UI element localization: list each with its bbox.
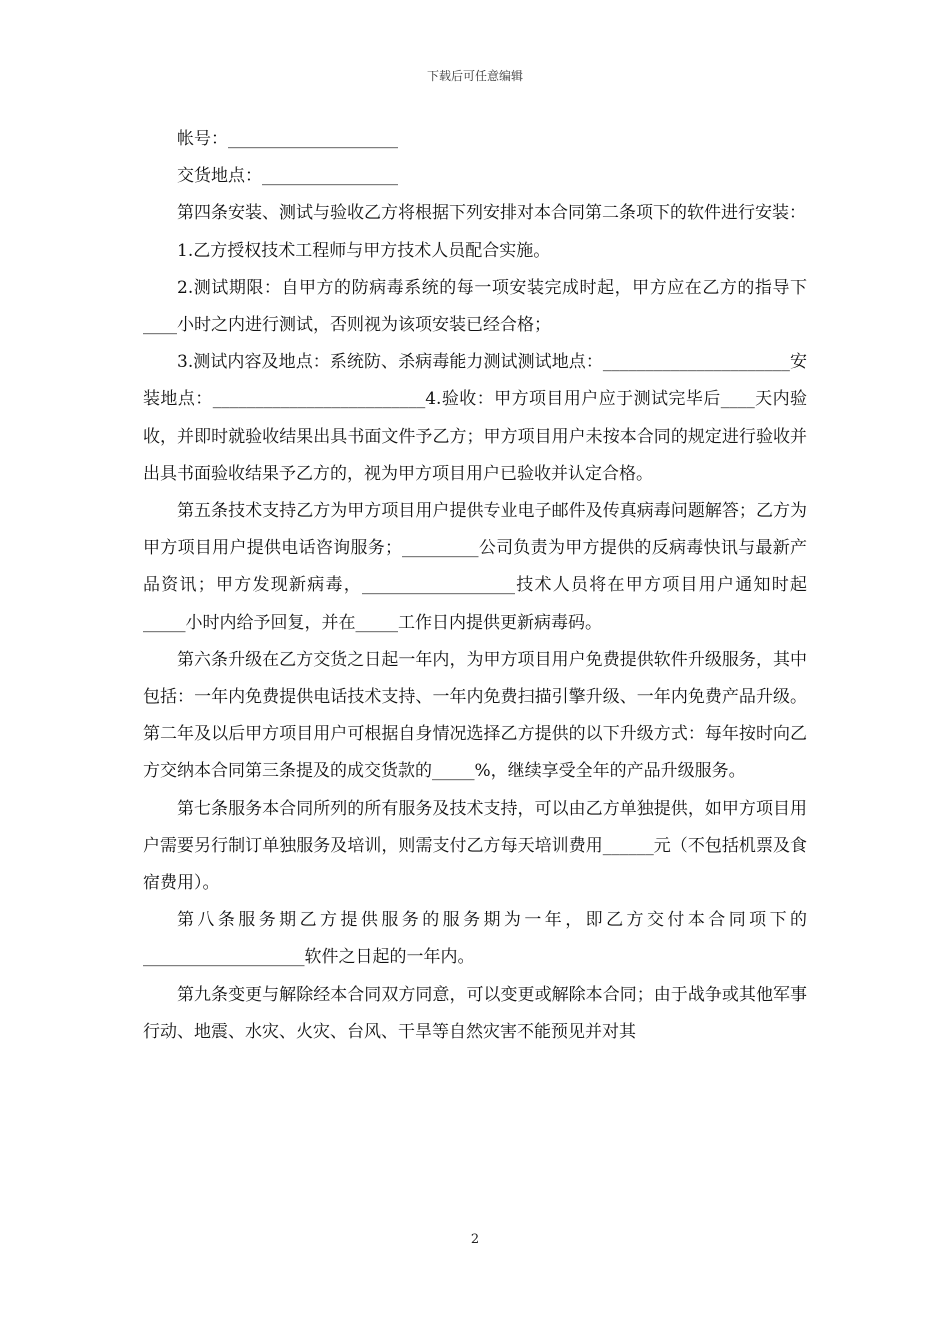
paragraph-article-6: 第六条升级在乙方交货之日起一年内，为甲方项目用户免费提供软件升级服务，其中包括：一年内免费提供电话技术支持、一年内免费扫描引擎升级、一年内免费产品升级。第二年及以后甲方项目用户可根据自身情况选择乙方提供的以下升级方式：每年按时向乙方交纳本合同第三条提及的成交货款的_____%，继续享受全年的产品升级服务。	[143, 649, 807, 782]
paragraph-item-1: 1.乙方授权技术工程师与甲方技术人员配合实施。	[177, 240, 551, 261]
page-header: 下载后可任意编辑	[426, 69, 523, 83]
paragraph-item-3: 3.测试内容及地点：系统防、杀病毒能力测试测试地点：______________________安装地点：_________________________4.验收：甲方项目用户应于测试完毕后____天内验收，并即时就验收结果出具书面文件予乙方；甲方项目用户未按本合同的规定进行验收并出具书面验收结果予乙方的，视为甲方项目用户已验收并认定合格。	[143, 352, 807, 484]
document-body	[143, 121, 807, 1051]
paragraph-article-9: 第九条变更与解除经本合同双方同意，可以变更或解除本合同；由于战争或其他军事行动、地震、水灾、火灾、台风、干旱等自然灾害不能预见并对其	[143, 984, 807, 1042]
paragraph-item-2: 2.测试期限：自甲方的防病毒系统的每一项安装完成时起，甲方应在乙方的指导下____小时之内进行测试，否则视为该项安装已经合格；	[143, 277, 807, 336]
paragraph-article-8: 第八条服务期乙方提供服务的服务期为一年，即乙方交付本合同项下的___________________软件之日起的一年内。	[143, 910, 807, 968]
page-number: 2	[470, 1232, 480, 1247]
paragraph-article-4: 第四条安装、测试与验收乙方将根据下列安排对本合同第二条项下的软件进行安装：	[177, 203, 806, 224]
paragraph-article-5: 第五条技术支持乙方为甲方项目用户提供专业电子邮件及传真病毒问题解答；乙方为甲方项目用户提供电话咨询服务；_________公司负责为甲方提供的反病毒快讯与最新产品资讯；甲方发现新病毒，__________________技术人员将在甲方项目用户通知时起_____小时内给予回复，并在_____工作日内提供更新病毒码。	[143, 501, 807, 633]
paragraph-delivery-location: 交货地点：________________	[177, 166, 398, 187]
paragraph-account: 帐号：____________________	[177, 129, 398, 149]
paragraph-article-7: 第七条服务本合同所列的所有服务及技术支持，可以由乙方单独提供，如甲方项目用户需要另行制订单独服务及培训，则需支付乙方每天培训费用______元（不包括机票及食宿费用）。	[143, 798, 807, 894]
